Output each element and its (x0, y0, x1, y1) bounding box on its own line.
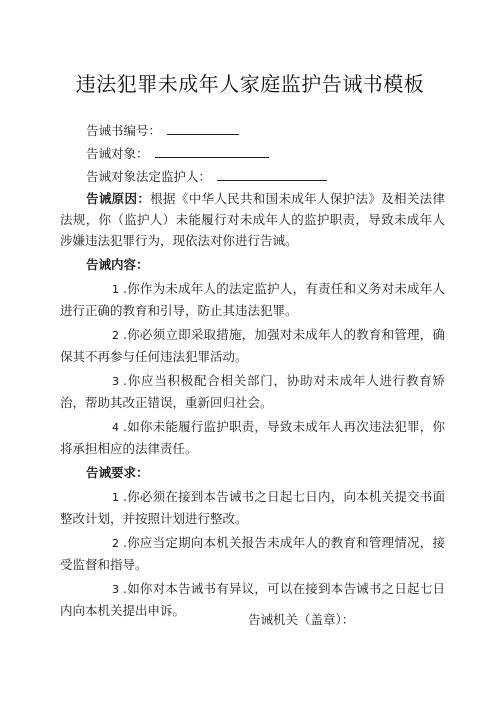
content-item-text: .你必须立即采取措施，加强对未成年人的教育和管理，确保其不再参与任何违法犯罪活动。 (60, 327, 445, 364)
content-item (60, 416, 445, 459)
notice-target-label: 告诫对象： (86, 146, 149, 161)
requirement-item-number: 1 (112, 491, 119, 504)
requirement-item (60, 532, 445, 575)
content-item-number: 1 (112, 283, 119, 296)
requirement-item (60, 486, 445, 529)
content-item (60, 278, 445, 321)
content-item (60, 370, 445, 413)
notice-number-label: 告诫书编号： (86, 123, 162, 138)
content-item (60, 324, 445, 367)
content-item-text: .你作为未成年人的法定监护人，有责任和义务对未成年人进行正确的教育和引导，防止其违法犯罪。 (60, 281, 445, 318)
requirement-item-number: 2 (112, 537, 119, 550)
guardian-blank[interactable] (217, 168, 327, 181)
requirements-heading: 告诫要求： (86, 465, 149, 480)
notice-number-blank[interactable] (167, 122, 239, 135)
requirement-item-number: 3 (112, 583, 119, 596)
reason-text: 根据《中华人民共和国未成年人保护法》及相关法律法规，你（监护人）未能履行对未成年人的监护职责，导致未成年人涉嫌违法犯罪行为，现依法对你进行告诫。 (60, 191, 445, 248)
content-item-number: 2 (112, 329, 119, 342)
content-heading: 告诫内容： (86, 257, 149, 272)
content-item-text: .如你未能履行监护职责，导致未成年人再次违法犯罪，你将承担相应的法律责任。 (60, 419, 445, 456)
requirement-item-text: .你必须在接到本告诫书之日起七日内，向本机关提交书面整改计划，并按照计划进行整改。 (60, 489, 445, 526)
content-item-number: 4 (112, 421, 119, 434)
requirement-item-text: .你应当定期向本机关报告未成年人的教育和管理情况，接受监督和指导。 (60, 535, 445, 572)
content-item-text: .你应当积极配合相关部门，协助对未成年人进行教育矫治，帮助其改正错误，重新回归社会。 (60, 373, 445, 410)
requirement-item-text: .如你对本告诫书有异议，可以在接到本告诫书之日起七日内向本机关提出申诉。 (60, 581, 445, 618)
notice-target-field (86, 145, 269, 163)
content-item-number: 3 (112, 375, 119, 388)
issuing-authority-signature: 告诫机关（盖章）： (248, 612, 355, 627)
guardian-field (86, 168, 327, 186)
document-title: 违法犯罪未成年人家庭监护告诫书模板 (75, 72, 425, 96)
notice-target-blank[interactable] (155, 145, 269, 158)
reason-paragraph (60, 188, 445, 251)
notice-number-field (86, 122, 239, 140)
guardian-label: 告诫对象法定监护人： (86, 169, 212, 184)
reason-heading: 告诫原因： (86, 191, 151, 206)
document-body (60, 188, 445, 624)
